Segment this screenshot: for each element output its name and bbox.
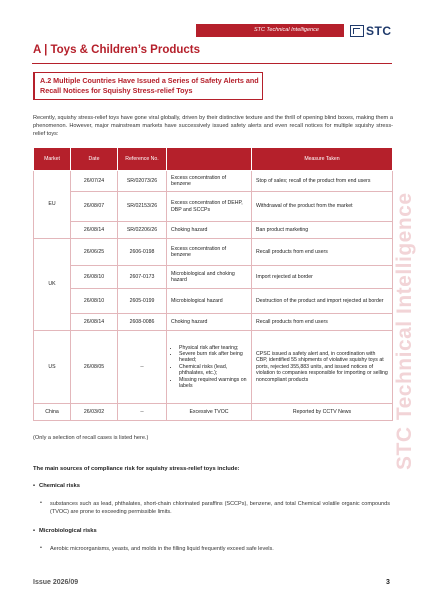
page-number: 3 [386,579,390,586]
cell-ref: -- [118,404,167,421]
risk-detail-microbiological: Aerobic microorganisms, yeasts, and molds in the filling liquid frequently exceed safe levels. [50,546,274,552]
risk-title-chemical: • Chemical risks [33,483,80,489]
cell-market: UK [34,239,71,331]
cell-date: 26/08/10 [71,289,118,314]
cell-measure: Destruction of the product and import rejected at border [252,289,393,314]
cell-measure: Withdrawal of the product from the market [252,192,393,222]
stc-logo [350,24,412,38]
col-market: Market [34,148,71,171]
cell-risk: Excess concentration of DEHP, DBP and SCCPs [167,192,252,222]
cell-date: 26/08/14 [71,314,118,331]
cell-market: US [34,331,71,404]
cell-risk: Choking hazard [167,222,252,239]
cell-ref: SR/02073/26 [118,171,167,192]
col-risk [167,148,252,171]
table-row [34,192,393,222]
cell-measure: Recall products from end users [252,239,393,266]
cell-risk: Choking hazard [167,314,252,331]
cell-date: 26/03/02 [71,404,118,421]
bullet-dot: • [40,545,42,551]
side-watermark: STC Technical Intelligence [393,192,416,470]
cell-risk: Excessive TVOC [167,404,252,421]
stc-logo-text: STC [366,24,392,38]
risk-list-item: • Chemical risks (lead, phthalates, etc.); [179,364,247,377]
recall-table [33,147,393,421]
cell-risk: Excess concentration of benzene [167,239,252,266]
section-title: A | Toys & Children’s Products [33,44,201,56]
issue-label: Issue 2026/09 [33,579,79,586]
cell-ref: 2607-0173 [118,266,167,289]
cell-measure: Reported by CCTV News [252,404,393,421]
table-row [34,266,393,289]
risk-list-item: • Severe burn risk after being heated; [179,351,247,364]
subsection-title: A.2 Multiple Countries Have Issued a Series of Safety Alerts and Recall Notices for Squishy Stress-relief Toys [40,76,259,95]
cell-ref: 2606-0198 [118,239,167,266]
table-row [34,331,393,404]
col-date: Date [71,148,118,171]
header-banner: STC Technical Intelligence [196,24,344,37]
cell-date: 26/08/05 [71,331,118,404]
cell-date: 26/08/14 [71,222,118,239]
bullet-dot: • [40,500,42,506]
table-note: (Only a selection of recall cases is listed here.) [33,435,149,441]
title-divider [32,63,392,64]
cell-date: 26/06/25 [71,239,118,266]
cell-measure: Recall products from end users [252,314,393,331]
cell-date: 26/08/10 [71,266,118,289]
table-header-row [34,148,393,171]
cell-ref: SR/02153/26 [118,192,167,222]
stc-logo-icon [350,25,364,37]
cell-risk: Microbiological hazard [167,289,252,314]
cell-risk: Microbiological and choking hazard [167,266,252,289]
cell-date: 26/08/07 [71,192,118,222]
cell-ref: 2605-0199 [118,289,167,314]
subsection-box [33,72,263,100]
risk-list-item: • Missing required warnings on labels [179,377,247,390]
cell-measure: Import rejected at border [252,266,393,289]
cell-date: 26/07/24 [71,171,118,192]
table-row [34,289,393,314]
cell-ref: 2608-0086 [118,314,167,331]
risk-list-item: • Physical risk after tearing; [179,345,247,351]
cell-measure: Stop of sales; recall of the product from end users [252,171,393,192]
risk-title-microbiological: • Microbiological risks [33,528,97,534]
cell-measure: Ban product marketing [252,222,393,239]
table-row [34,314,393,331]
cell-measure: CPSC issued a safety alert and, in coordination with CBP, identified 55 shipments of violative squishy toys at ports, rejected 355,883 units, and issued notices of violation to companies responsible for importing or selling noncompliant products [252,331,393,404]
table-row [34,404,393,421]
cell-market: China [34,404,71,421]
col-measure: Measure Taken [252,148,393,171]
cell-risk: Excess concentration of benzene [167,171,252,192]
cell-risk-list [167,331,252,404]
cell-market: EU [34,171,71,239]
risk-detail-chemical: substances such as lead, phthalates, short-chain chlorinated paraffins (SCCPs), benzene, and total Chemical volatile organic compounds (TVOC) are prone to exceeding permissible limits. [50,501,390,515]
intro-paragraph: Recently, squishy stress-relief toys have gone viral globally, driven by their distinctive texture and the thrill of opening blind boxes, making them a phenomenon. However, major mainstream markets have successively issued safety alerts and even recall notices for multiple squishy stress-relief toys: [33,115,393,137]
col-ref: Reference No. [118,148,167,171]
cell-ref: SR/02206/26 [118,222,167,239]
table-row [34,171,393,192]
table-row [34,222,393,239]
risk-heading: The main sources of compliance risk for squishy stress-relief toys include: [33,466,240,472]
cell-ref: -- [118,331,167,404]
table-row [34,239,393,266]
